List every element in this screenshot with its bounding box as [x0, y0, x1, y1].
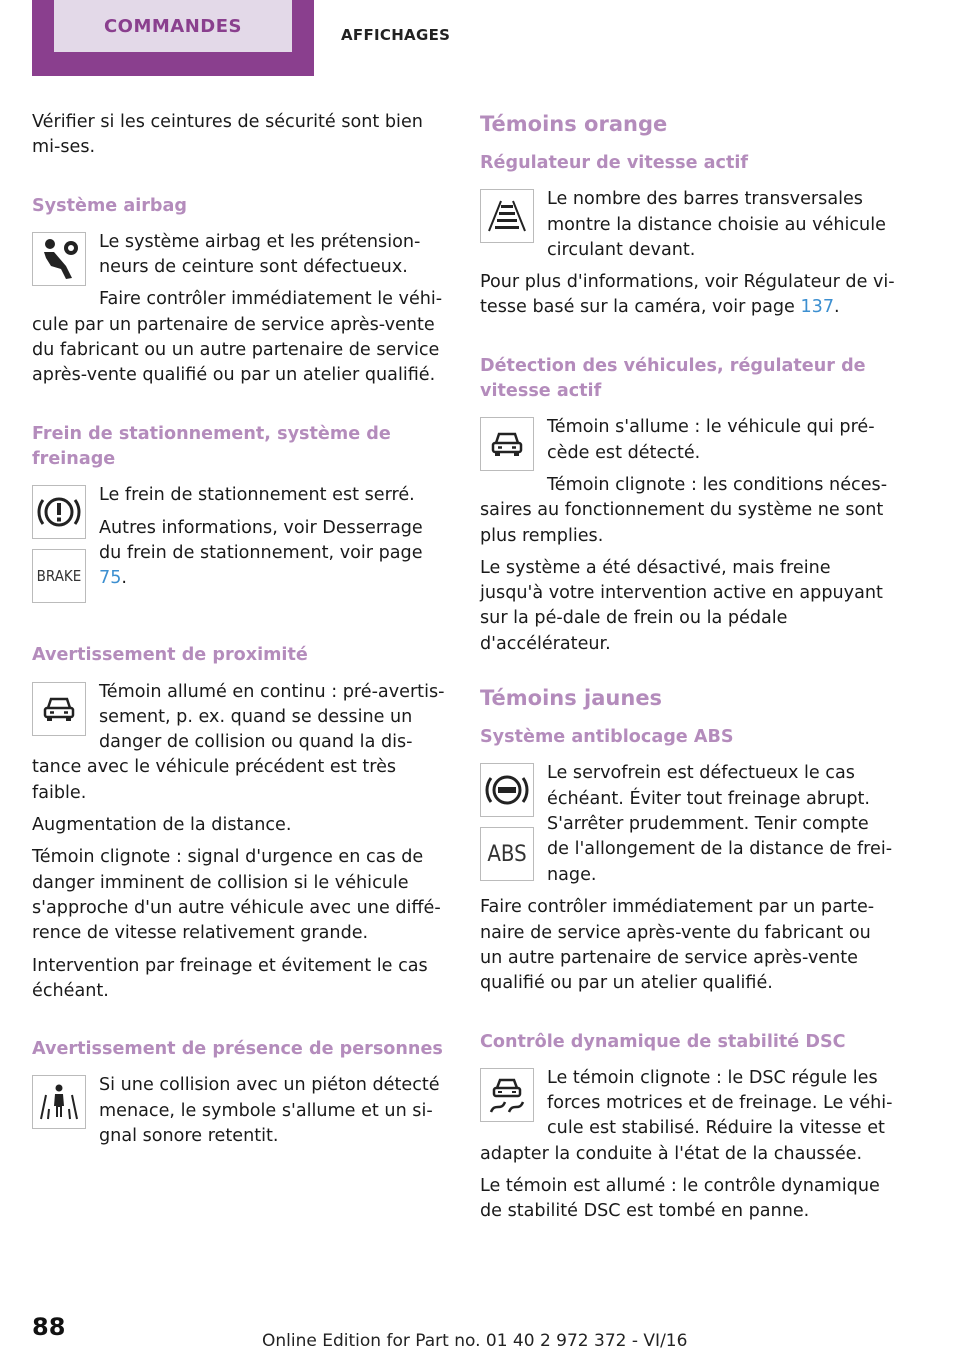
tab-commandes-label: COMMANDES [103, 15, 243, 37]
dsc-skid-icon [480, 1068, 534, 1122]
parking-brake-heading: Frein de stationnement, système de freinage [32, 423, 391, 469]
detection-text-2: Témoin clignote : les conditions néces-saires au fonctionnement du système ne sont plus remplies. [480, 474, 888, 546]
airbag-text-1: Le système airbag et les prétension-neurs de ceinture sont défectueux. [99, 231, 421, 278]
distance-bars-icon [480, 189, 534, 243]
proximity-text-2: Augmentation de la distance. [32, 815, 292, 836]
parking-brake-text-1: Le frein de stationnement est serré. [99, 485, 415, 506]
dsc-heading: Contrôle dynamique de stabilité DSC [480, 1031, 846, 1052]
airbag-icon [32, 232, 86, 286]
dsc-figure [480, 1068, 536, 1132]
abs-figure [480, 763, 536, 891]
dsc-text-2: Le témoin est allumé : le contrôle dynamique de stabilité DSC est tombé en panne. [480, 1176, 880, 1222]
airbag-text-2: Faire contrôler immédiatement le véhi-cule par un partenaire de service après-vente du fabricant ou un autre partenaire de service après-vente qualifié ou par un atelier qualifié. [32, 289, 443, 386]
tab-commandes-label-box [54, 0, 292, 52]
proximity-text-3: Témoin clignote : signal d'urgence en cas de danger imminent de collision si le véhicule s'approche d'un autre véhicule avec une diffé-rence de vitesse relativement grande. [32, 847, 441, 944]
brake-warning-icon [32, 485, 86, 539]
abs-circle-icon [480, 763, 534, 817]
car-front-icon [32, 682, 86, 736]
pedestrian-text: Si une collision avec un piéton détecté menace, le symbole s'allume et un si-gnal sonore retentit. [99, 1075, 440, 1147]
airbag-figure [32, 232, 88, 296]
pedestrian-figure [32, 1075, 88, 1139]
detection-figure [480, 417, 536, 481]
tab-commandes[interactable] [32, 0, 314, 76]
page-link-137[interactable]: 137 [800, 297, 835, 318]
airbag-heading: Système airbag [32, 195, 187, 216]
orange-lights-title: Témoins orange [480, 112, 668, 136]
proximity-figure [32, 682, 88, 746]
proximity-text-4: Intervention par freinage et évitement le cas échéant. [32, 955, 428, 1001]
parking-brake-text-2 [32, 516, 447, 592]
proximity-heading: Avertissement de proximité [32, 645, 308, 666]
yellow-lights-title: Témoins jaunes [480, 686, 663, 711]
parking-brake-text-2-suffix: . [121, 568, 127, 589]
cruise-text-1: Le nombre des barres transversales montre la distance choisie au véhicule circulant devant. [547, 189, 886, 260]
left-column [32, 110, 447, 1156]
cruise-text-2-prefix: Pour plus d'informations, voir Régulateur de vi-tesse basé sur la caméra, voir page [480, 272, 895, 318]
detection-text-1: Témoin s'allume : le véhicule qui pré-cède est détecté. [547, 417, 875, 463]
abs-text-2: Faire contrôler immédiatement par un parte-naire de service après-vente du fabricant ou un autre partenaire de service après-vente qualifié ou par un atelier qualifié. [480, 897, 875, 994]
abs-text-icon [480, 827, 534, 881]
proximity-text-1: Témoin allumé en continu : pré-avertis-sement, p. ex. quand se dessine un danger de collision ou quand la dis-tance avec le véhicule précédent est très faible. [32, 681, 445, 803]
car-detected-icon [480, 417, 534, 471]
abs-text-1: Le servofrein est défectueux le cas échéant. Éviter tout freinage abrupt. S'arrêter prudemment. Tenir compte de l'allongement de la distance de frei-nage. [547, 763, 893, 885]
brake-text-icon [32, 549, 86, 603]
detection-heading: Détection des véhicules, régulateur de vitesse actif [480, 355, 866, 402]
right-column [480, 110, 895, 1232]
page-link-75[interactable]: 75 [99, 568, 122, 589]
intro-text: Vérifier si les ceintures de sécurité sont bien mi-ses. [32, 112, 423, 158]
detection-text-3: Le système a été désactivé, mais freine jusqu'à votre intervention active en appuyant sur la pé-dale de frein ou la pédale d'accélérateur. [480, 557, 883, 654]
edition-footer: Online Edition for Part no. 01 40 2 972 372 - VI/16 [262, 1331, 688, 1351]
page-number: 88 [32, 1313, 66, 1341]
dsc-text-1: Le témoin clignote : le DSC régule les forces motrices et de freinage. Le véhi-cule est stabilisé. Réduire la vitesse et adapter la conduite à l'état de la chaussée. [480, 1067, 893, 1164]
cruise-heading: Régulateur de vitesse actif [480, 153, 749, 173]
cruise-figure [480, 189, 536, 253]
pedestrian-icon [32, 1075, 86, 1129]
pedestrian-heading: Avertissement de présence de personnes [32, 1039, 443, 1060]
parking-brake-figure [32, 485, 88, 613]
brake-label: BRAKE [36, 567, 82, 586]
tab-affichages[interactable]: AFFICHAGES [341, 26, 451, 44]
cruise-text-2 [480, 270, 895, 321]
abs-heading: Système antiblocage ABS [480, 727, 734, 748]
cruise-text-2-suffix: . [834, 297, 840, 318]
parking-brake-text-2-prefix: Autres informations, voir Desserrage du frein de stationnement, voir page [99, 517, 423, 563]
abs-label: ABS [487, 841, 527, 867]
